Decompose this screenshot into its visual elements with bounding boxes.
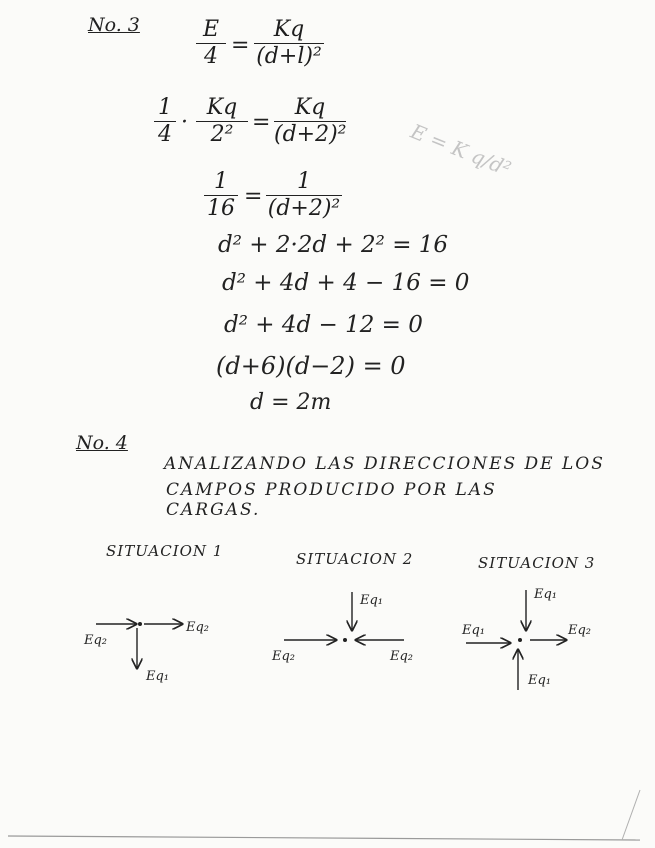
- eq1-rhs-num: Kq: [273, 17, 305, 42]
- situation-3-point: [518, 638, 522, 642]
- eq1-lhs-den: 4: [204, 44, 218, 70]
- situation-2-diagram: [271, 592, 413, 664]
- side-note-faint: E = K q/d²: [407, 119, 515, 181]
- algebra-line-2: d² + 4d + 4 − 16 = 0: [222, 270, 470, 296]
- algebra-line-1: d² + 2·2d + 2² = 16: [218, 232, 449, 258]
- problem4-text-line-2: CAMPOS PRODUCIDO POR LAS: [166, 480, 497, 500]
- situation-2-point: [343, 638, 347, 642]
- situation-1-label-down: Eq₁: [146, 669, 170, 684]
- situation-3-label-right: Eq₂: [568, 623, 592, 638]
- situation-1-point: [138, 622, 142, 626]
- algebra-line-4: (d+6)(d−2) = 0: [216, 352, 406, 380]
- result-line: d = 2m: [250, 390, 332, 415]
- situation-1-title: SITUACION 1: [106, 542, 224, 560]
- situation-3-label-down: Eq₁: [528, 673, 552, 688]
- problem-3-label: No. 3: [88, 14, 140, 36]
- situation-1-label-left: Eq₂: [84, 633, 108, 648]
- situation-2-label-right: Eq₂: [390, 649, 414, 664]
- situation-3-label-left: Eq₁: [462, 623, 486, 638]
- scan-corner-edge: [622, 790, 640, 840]
- eq3-equals: =: [244, 184, 263, 209]
- eq2-b-num: Kq: [206, 95, 238, 120]
- eq3-lhs-den: 16: [207, 196, 235, 222]
- situation-2-label-up: Eq₁: [360, 593, 384, 608]
- eq1-equals: =: [231, 33, 250, 58]
- problem4-text-line-3: CARGAS.: [166, 500, 261, 520]
- eq2-rhs-den: (d+2)²: [274, 122, 347, 148]
- eq2-equals: =: [252, 110, 271, 135]
- situation-3-title: SITUACION 3: [478, 554, 596, 572]
- problem-4-label: No. 4: [76, 432, 128, 454]
- eq2-dot: ·: [181, 110, 188, 135]
- situation-1-diagram: [83, 620, 209, 684]
- situation-2-title: SITUACION 2: [296, 550, 414, 568]
- situation-3-diagram: [461, 587, 591, 690]
- eq1-rhs-den: (d+l)²: [256, 44, 322, 70]
- eq3-rhs-den: (d+2)²: [267, 196, 341, 222]
- situation-3-label-up: Eq₁: [534, 587, 558, 602]
- problem4-text-line-1: ANALIZANDO LAS DIRECCIONES DE LOS: [164, 454, 605, 474]
- scan-bottom-edge: [8, 836, 640, 840]
- eq3-lhs-num: 1: [214, 169, 228, 194]
- eq2-b-den: 2²: [210, 122, 234, 148]
- eq3-rhs-num: 1: [297, 169, 311, 194]
- algebra-line-3: d² + 4d − 12 = 0: [224, 312, 423, 338]
- situation-2-label-left: Eq₂: [272, 649, 296, 664]
- eq2-rhs-num: Kq: [294, 95, 326, 120]
- eq1-lhs-num: E: [202, 17, 220, 42]
- eq2-a-num: 1: [158, 95, 172, 120]
- situation-1-label-right: Eq₂: [186, 620, 210, 635]
- eq2-a-den: 4: [158, 122, 172, 148]
